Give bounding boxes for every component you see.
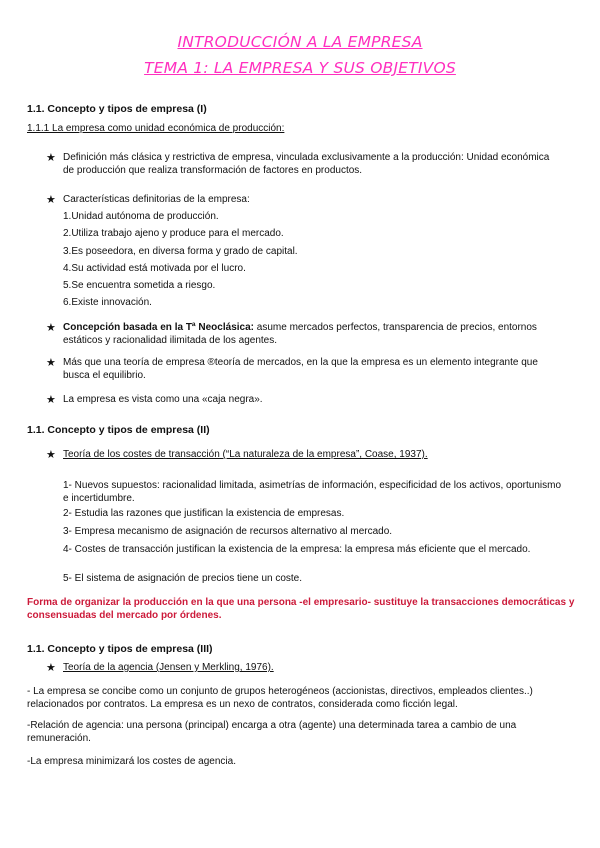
list-item: 4.Su actividad está motivada por el lucro. <box>63 263 246 274</box>
section1-bullet5: La empresa es vista como una «caja negra». <box>63 394 263 405</box>
section1-bullet4: Más que una teoría de empresa ®teoría de mercados, en la que la empresa es un elemento integrante que busca el equilibrio. <box>63 357 538 381</box>
section2-bullet: Teoría de los costes de transacción (“La naturaleza de la empresa”, Coase, 1937). <box>63 449 428 460</box>
star-bullet-icon: ★ <box>46 321 56 334</box>
section3-paragraph3: -La empresa minimizará los costes de agencia. <box>27 756 236 767</box>
document-title-line2: TEMA 1: LA EMPRESA Y SUS OBJETIVOS <box>144 59 456 77</box>
list-item: 1.Unidad autónoma de producción. <box>63 211 219 222</box>
section3-paragraph1: - La empresa se concibe como un conjunto de grupos heterogéneos (accionistas, directivos, empleados clientes..) relacionados por contratos. La empresa es un nexo de contratos, considerada como ficción legal. <box>27 686 533 710</box>
section3-paragraph2: -Relación de agencia: una persona (principal) encarga a otra (agente) una determinada tarea a cambio de una remuneración. <box>27 720 517 744</box>
document-title-line1: INTRODUCCIÓN A LA EMPRESA <box>177 33 423 51</box>
list-item: 3.Es poseedora, en diversa forma y grado de capital. <box>63 246 298 257</box>
bullet3-text: asume mercados perfectos, transparencia de precios, entornos estáticos y racionalidad ilimitada de los agentes. <box>63 322 537 346</box>
section1-bullet3 <box>63 321 563 347</box>
star-bullet-icon: ★ <box>46 151 56 164</box>
star-bullet-icon: ★ <box>46 448 56 461</box>
star-bullet-icon: ★ <box>46 661 56 674</box>
section1-subheading: 1.1.1 La empresa como unidad económica de producción: <box>27 123 285 134</box>
list-item: 5- El sistema de asignación de precios tiene un coste. <box>63 573 303 584</box>
highlight-definition: Forma de organizar la producción en la que una persona -el empresario- sustituye la transacciones democráticas y consensuadas del mercado por órdenes. <box>27 597 575 621</box>
section1-bullet1: Definición más clásica y restrictiva de empresa, vinculada exclusivamente a la producción: Unidad económica de producción que realiza transformación de factores en productos. <box>63 152 550 176</box>
section3-bullet: Teoría de la agencia (Jensen y Merkling, 1976). <box>63 662 274 673</box>
section2-heading: 1.1. Concepto y tipos de empresa (II) <box>27 424 210 436</box>
list-item: 3- Empresa mecanismo de asignación de recursos alternativo al mercado. <box>63 526 393 537</box>
section3-heading: 1.1. Concepto y tipos de empresa (III) <box>27 643 213 655</box>
list-item: 5.Se encuentra sometida a riesgo. <box>63 280 216 291</box>
list-item: 2- Estudia las razones que justifican la existencia de empresas. <box>63 508 345 519</box>
bullet3-bold-text: Concepción basada en la Tª Neoclásica: <box>63 322 254 333</box>
list-item: 6.Existe innovación. <box>63 297 152 308</box>
list-item: 4- Costes de transacción justifican la existencia de la empresa: la empresa más eficiente que el mercado. <box>63 544 531 555</box>
star-bullet-icon: ★ <box>46 193 56 206</box>
section1-heading: 1.1. Concepto y tipos de empresa (I) <box>27 103 207 115</box>
list-item: 2.Utiliza trabajo ajeno y produce para el mercado. <box>63 228 284 239</box>
section1-bullet2: Características definitorias de la empresa: <box>63 194 250 205</box>
star-bullet-icon: ★ <box>46 393 56 406</box>
star-bullet-icon: ★ <box>46 356 56 369</box>
list-item: 1- Nuevos supuestos: racionalidad limitada, asimetrías de información, especificidad de los activos, oportunismo e incertidumbre. <box>63 480 562 504</box>
